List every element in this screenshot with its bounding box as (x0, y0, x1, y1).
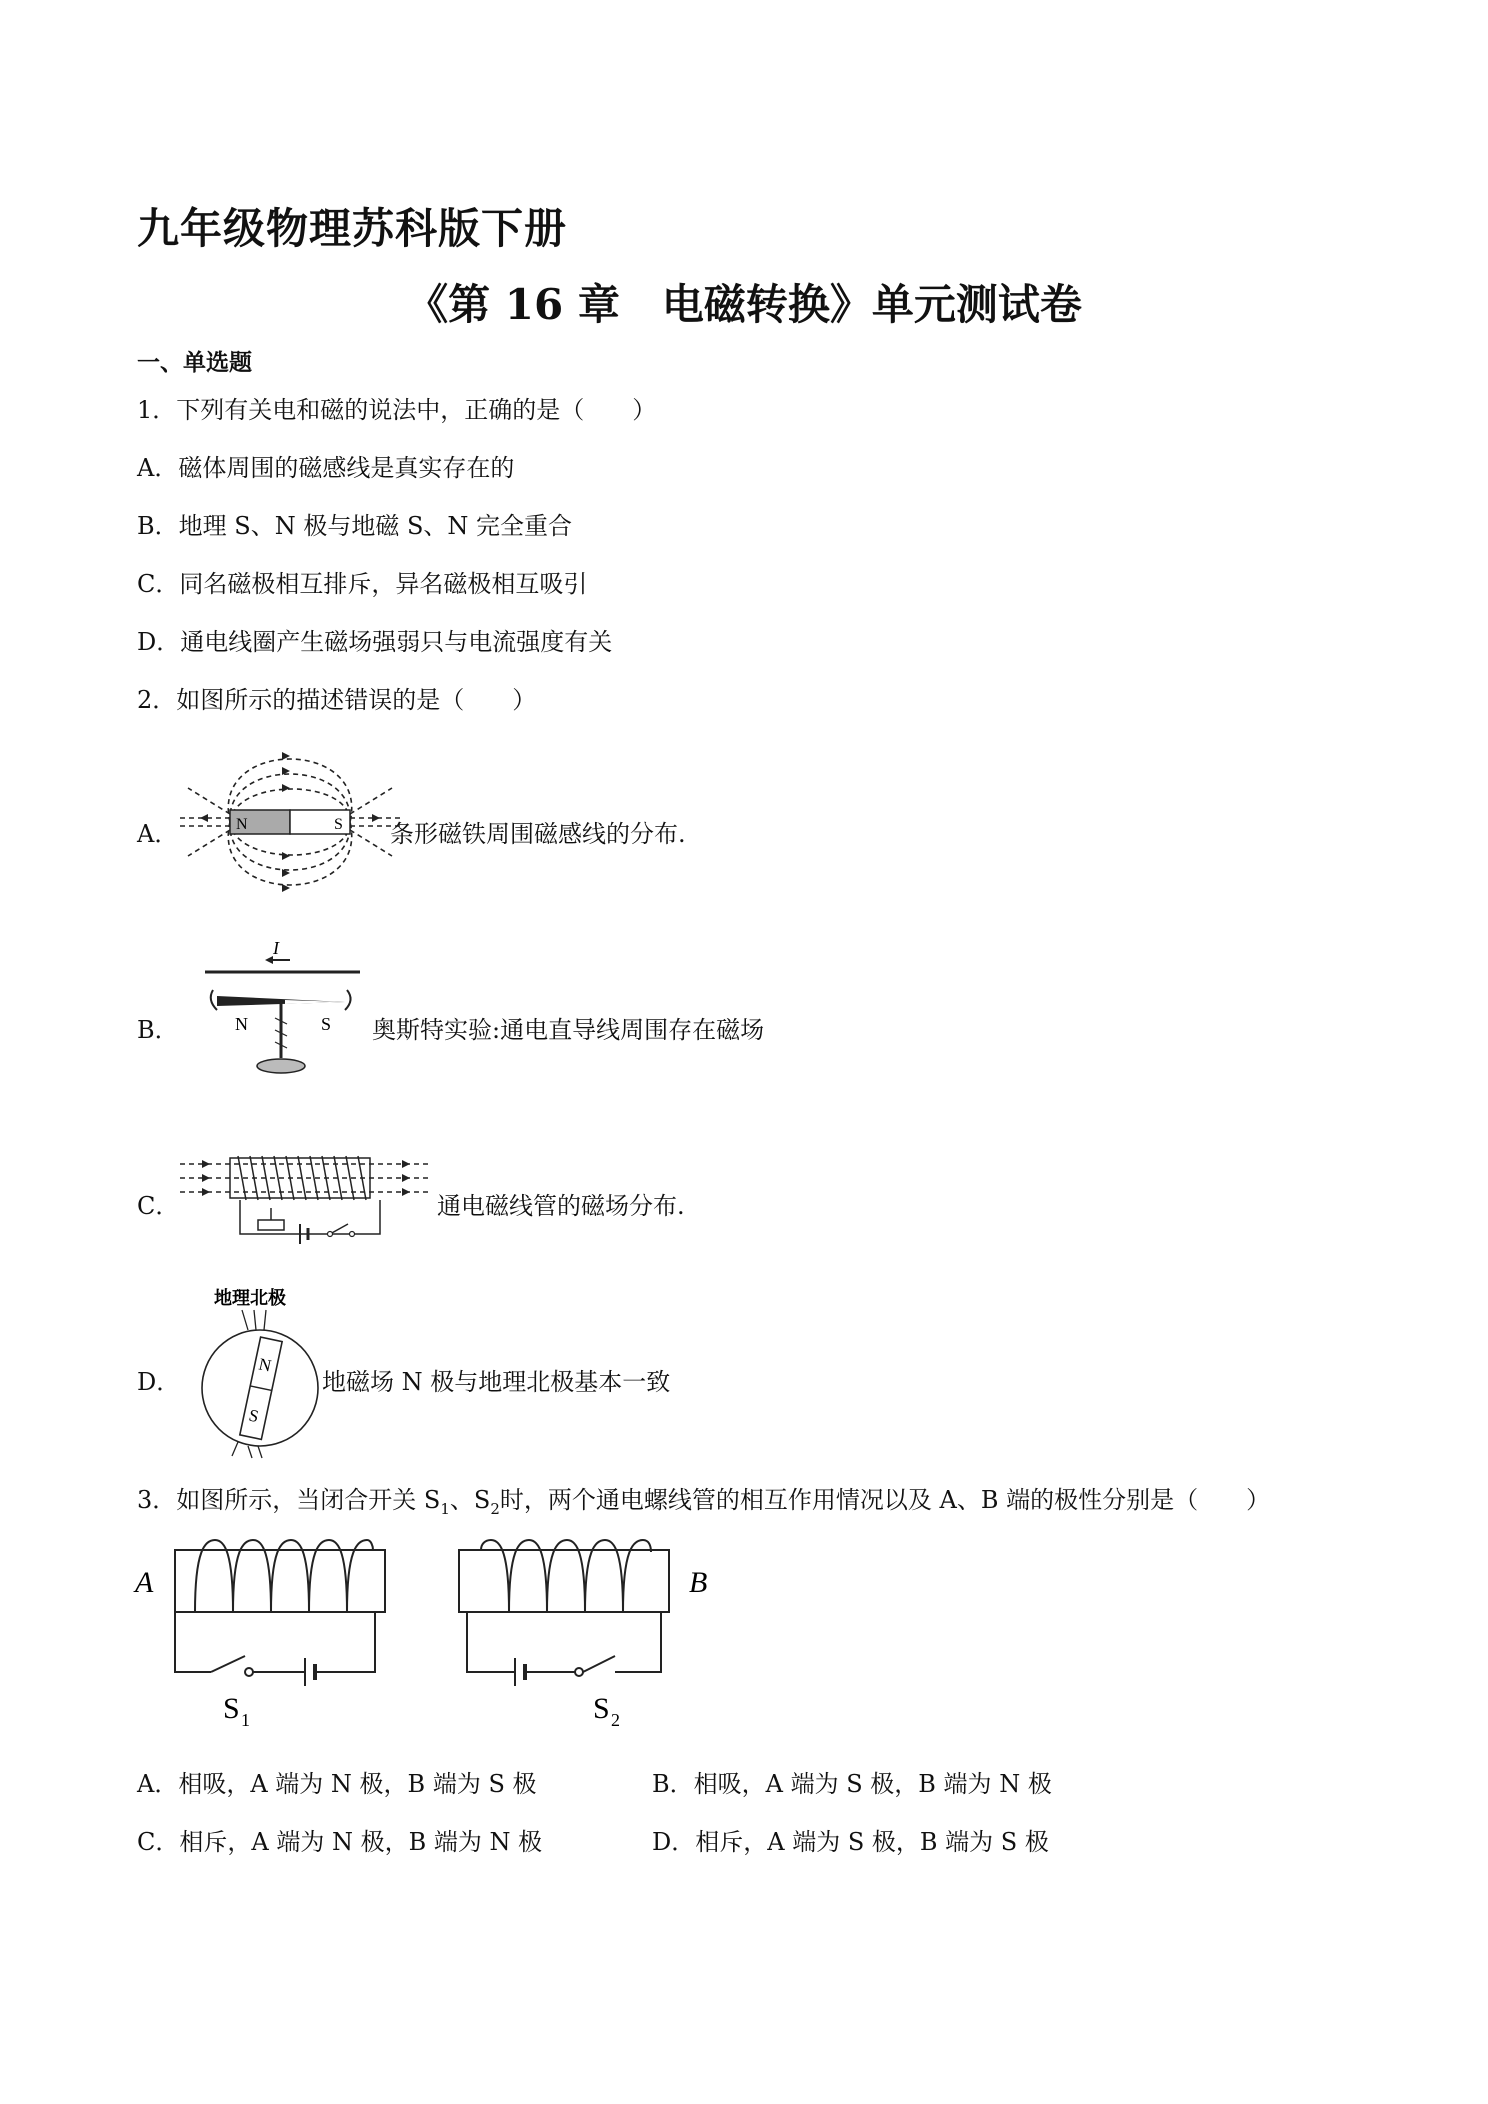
q1-stem: 1．下列有关电和磁的说法中，正确的是（ ） (137, 396, 657, 424)
q2-stem: 2．如图所示的描述错误的是（ ） (137, 686, 537, 714)
switch2-sub: 2 (611, 1710, 620, 1730)
q2-option-a-letter: A． (137, 820, 179, 848)
magnet-n-label: N (236, 816, 248, 833)
q3-stem-pre: 3．如图所示，当闭合开关 S (137, 1486, 441, 1514)
needle-s-label: S (321, 1014, 332, 1034)
q3-sub-2: 2 (490, 1499, 500, 1518)
q1-option-d: D．通电线圈产生磁场强弱只与电流强度有关 (137, 628, 613, 656)
q3-stem-post: 时，两个通电螺线管的相互作用情况以及 A、B 端的极性分别是（ ） (499, 1486, 1271, 1514)
q3-option-b: B．相吸，A 端为 S 极，B 端为 N 极 (652, 1770, 1052, 1798)
switch1-label: S (223, 1692, 240, 1725)
q3-option-c: C．相斥，A 端为 N 极，B 端为 N 极 (137, 1828, 543, 1856)
section-heading: 一、单选题 (137, 350, 252, 376)
q1-option-c: C．同名磁极相互排斥，异名磁极相互吸引 (137, 570, 588, 598)
needle-n-label: N (235, 1014, 248, 1034)
doc-title: 九年级物理苏科版下册 (137, 204, 568, 253)
current-label: I (273, 938, 279, 958)
doc-subtitle: 《第 16 章 电磁转换》单元测试卷 (406, 280, 1082, 329)
q3-option-d: D．相斥，A 端为 S 极，B 端为 S 极 (652, 1828, 1049, 1856)
q3-sub-1: 1 (440, 1499, 450, 1518)
q2-option-d-letter: D． (137, 1368, 181, 1396)
end-a-label: A (135, 1566, 154, 1599)
q3-stem (137, 1480, 1270, 1518)
q2-option-d-text: 地磁场 N 极与地理北极基本一致 (322, 1368, 671, 1396)
q3-option-a: A．相吸，A 端为 N 极，B 端为 S 极 (137, 1770, 537, 1798)
earth-magnetism-figure (198, 1280, 328, 1458)
q2-option-c-letter: C． (137, 1192, 180, 1220)
q2-option-b-letter: B． (137, 1016, 179, 1044)
q1-option-a: A．磁体周围的磁感线是真实存在的 (137, 454, 515, 482)
switch2-label: S (593, 1692, 610, 1725)
oersted-experiment-figure (195, 938, 370, 1078)
geo-north-label: 地理北极 (214, 1288, 286, 1309)
q2-option-c-text: 通电磁线管的磁场分布. (437, 1192, 685, 1220)
earth-s-label: S (247, 1405, 261, 1427)
bar-magnet-field-figure (180, 738, 400, 908)
q3-stem-mid: 、S (449, 1486, 491, 1514)
solenoid-field-figure (180, 1148, 430, 1248)
switch1-sub: 1 (241, 1710, 250, 1730)
q2-option-a-text: 条形磁铁周围磁感线的分布. (390, 820, 686, 848)
magnet-s-label: S (334, 816, 343, 833)
end-b-label: B (689, 1566, 708, 1599)
two-solenoids-figure (135, 1540, 735, 1740)
q1-option-b: B．地理 S、N 极与地磁 S、N 完全重合 (137, 512, 573, 540)
q2-option-b-text: 奥斯特实验:通电直导线周围存在磁场 (372, 1016, 765, 1044)
earth-n-label: N (257, 1354, 274, 1376)
